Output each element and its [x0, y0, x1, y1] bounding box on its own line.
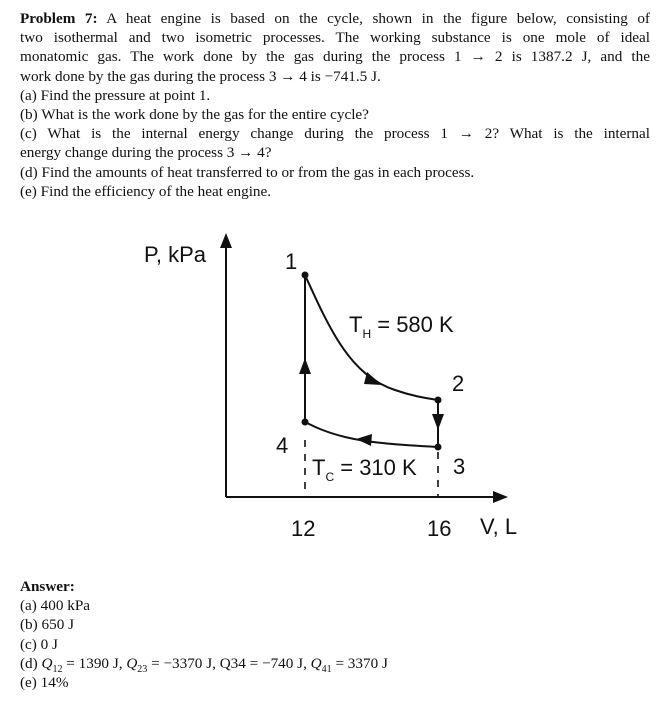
answer-heading [20, 577, 650, 596]
question-b: (b) What is the work done by the gas for the entire cycle? [20, 106, 369, 124]
question-c-line-2: energy change during the process 3 → 4? [20, 144, 272, 162]
point-2-dot [435, 397, 442, 404]
x-tick-16: 16 [427, 516, 452, 541]
question-c-line-1: (c) What is the internal energy change during the process 1 → 2? What is the internal [20, 125, 650, 143]
problem-text: A heat engine is based on the cycle, shown in the figure below, consisting of [106, 10, 650, 27]
point-4-label: 4 [276, 433, 289, 458]
question-e: (e) Find the efficiency of the heat engine. [20, 182, 272, 200]
arrow-1-2-icon [364, 372, 382, 385]
question-a: (a) Find the pressure at point 1. [20, 86, 211, 104]
y-axis-label: P, kPa [144, 242, 206, 267]
y-axis-arrow-icon [220, 233, 232, 248]
answer-c: (c) 0 J [20, 635, 58, 653]
problem-line-2: two isothermal and two isometric processes. The working substance is one mole of ideal [20, 29, 650, 47]
hot-temperature-label: $T_H = 580$ K [349, 312, 454, 341]
answer-b: (b) 650 J [20, 616, 74, 634]
point-1-dot [302, 272, 309, 279]
problem-line-3: monatomic gas. The work done by the gas during the process 1 → 2 is 1387.2 J, and the [20, 48, 650, 66]
answer-e: (e) 14% [20, 674, 69, 692]
problem-line-4: work done by the gas during the process 3 → 4 is −741.5 J. [20, 67, 381, 85]
arrow-4-1-icon [299, 358, 311, 374]
arrow-3-4-icon [356, 434, 372, 446]
answer-a: (a) 400 kPa [20, 597, 91, 615]
cold-temperature-label: $T_C = 310$ K [312, 455, 417, 484]
point-2-label: 2 [452, 371, 465, 396]
x-axis-arrow-icon [493, 491, 508, 503]
problem-heading: Problem 7: [20, 10, 98, 27]
point-1-label: 1 [285, 249, 298, 274]
point-4-dot [302, 419, 309, 426]
question-d: (d) Find the amounts of heat transferred to or from the gas in each process. [20, 163, 475, 181]
answer-heading-text: Answer: [20, 578, 75, 595]
x-axis-label: V, L [480, 514, 518, 539]
answers [20, 577, 650, 692]
x-tick-12: 12 [291, 516, 316, 541]
point-3-label: 3 [453, 454, 466, 479]
arrow-2-3-icon [432, 414, 444, 430]
answer-d: (d) $Q_{12} = 1390$ J, $Q_{23} = -3370$ J, Q34 = −740 J, $Q_{41} = 3370$ J [20, 654, 388, 675]
point-3-dot [435, 444, 442, 451]
